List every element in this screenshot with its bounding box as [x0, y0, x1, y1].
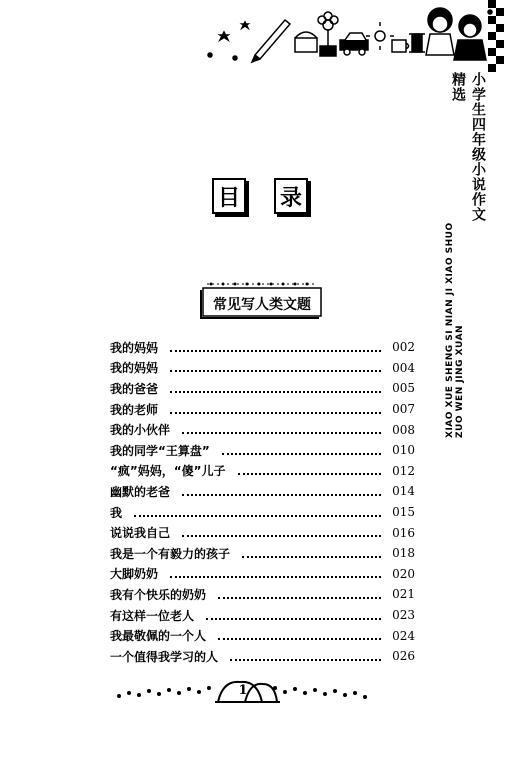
toc-title: 大脚奶奶 — [110, 567, 159, 582]
toc-page-number: 008 — [392, 422, 415, 437]
section-banner — [199, 280, 325, 320]
toc-title: 我的爸爸 — [110, 381, 159, 396]
toc-title: 我有个快乐的奶奶 — [110, 587, 207, 602]
toc-row[interactable] — [110, 419, 415, 440]
toc-leader-dots — [218, 637, 381, 640]
toc-leader-dots — [238, 472, 381, 475]
toc-leader-dots — [230, 658, 381, 661]
edge-checker-decoration — [488, 0, 505, 120]
toc-leader-dots — [170, 411, 381, 414]
toc-title: 我的老师 — [110, 402, 159, 417]
toc-page-number: 004 — [392, 360, 415, 375]
toc-page-number: 023 — [392, 608, 415, 623]
toc-page-number: 015 — [392, 505, 415, 520]
toc-page-number: 024 — [392, 628, 415, 643]
toc-row[interactable] — [110, 461, 415, 482]
toc-page-number: 014 — [392, 484, 415, 499]
toc-page-number: 012 — [392, 463, 415, 478]
toc-title: 我的小伙伴 — [110, 423, 171, 438]
toc-page-number: 018 — [392, 546, 415, 561]
toc-title: “疯”妈妈，“傻”儿子 — [110, 464, 226, 479]
toc-row[interactable] — [110, 399, 415, 420]
toc-row[interactable] — [110, 605, 415, 626]
toc-row[interactable] — [110, 564, 415, 585]
toc-leader-dots — [182, 431, 381, 434]
toc-page-number: 002 — [392, 340, 415, 355]
toc-row[interactable] — [110, 337, 415, 358]
toc-leader-dots — [170, 349, 381, 352]
toc-title: 我 — [110, 505, 123, 520]
toc-row[interactable] — [110, 646, 415, 667]
toc-title: 我的妈妈 — [110, 361, 159, 376]
toc-title: 我是一个有毅力的孩子 — [110, 546, 231, 561]
toc-title: 一个值得我学习的人 — [110, 649, 219, 664]
series-title: 小学生四年级小说作文精选 — [450, 72, 486, 222]
toc-row[interactable] — [110, 584, 415, 605]
toc-page-number: 007 — [392, 402, 415, 417]
toc-row[interactable] — [110, 358, 415, 379]
toc-list — [110, 337, 415, 667]
toc-row[interactable] — [110, 378, 415, 399]
toc-title: 我的同学“王算盘” — [110, 443, 210, 458]
footer-decoration — [115, 676, 370, 706]
series-pinyin: XIAO XUE SHENG SI NIAN JI XIAO SHUO ZUO WEN JING XUAN — [445, 222, 465, 438]
toc-leader-dots — [182, 493, 381, 496]
contents-heading — [212, 178, 312, 214]
toc-title: 说说我自己 — [110, 526, 171, 541]
toc-row[interactable] — [110, 440, 415, 461]
heading-char-2: 录 — [274, 178, 308, 214]
toc-title: 我最敬佩的一个人 — [110, 629, 207, 644]
toc-leader-dots — [218, 596, 381, 599]
toc-row[interactable] — [110, 625, 415, 646]
section-title: 常见写人类文题 — [213, 297, 311, 313]
toc-leader-dots — [182, 534, 381, 537]
heading-char-1: 目 — [212, 178, 246, 214]
toc-page-number: 005 — [392, 381, 415, 396]
toc-title: 幽默的老爸 — [110, 484, 171, 499]
toc-page-number: 010 — [392, 443, 415, 458]
toc-page-number: 021 — [392, 587, 415, 602]
top-clipart-decoration — [200, 0, 500, 70]
toc-leader-dots — [170, 575, 381, 578]
toc-page-number: 026 — [392, 649, 415, 664]
toc-leader-dots — [134, 514, 381, 517]
page-number: 1 — [238, 683, 248, 698]
toc-leader-dots — [242, 555, 381, 558]
toc-row[interactable] — [110, 481, 415, 502]
toc-leader-dots — [222, 452, 381, 455]
toc-row[interactable] — [110, 522, 415, 543]
toc-leader-dots — [170, 390, 381, 393]
toc-page-number: 016 — [392, 525, 415, 540]
toc-page-number: 020 — [392, 566, 415, 581]
toc-row[interactable] — [110, 543, 415, 564]
toc-row[interactable] — [110, 502, 415, 523]
toc-leader-dots — [206, 617, 381, 620]
toc-title: 我的妈妈 — [110, 340, 159, 355]
toc-title: 有这样一位老人 — [110, 608, 195, 623]
toc-leader-dots — [170, 369, 381, 372]
